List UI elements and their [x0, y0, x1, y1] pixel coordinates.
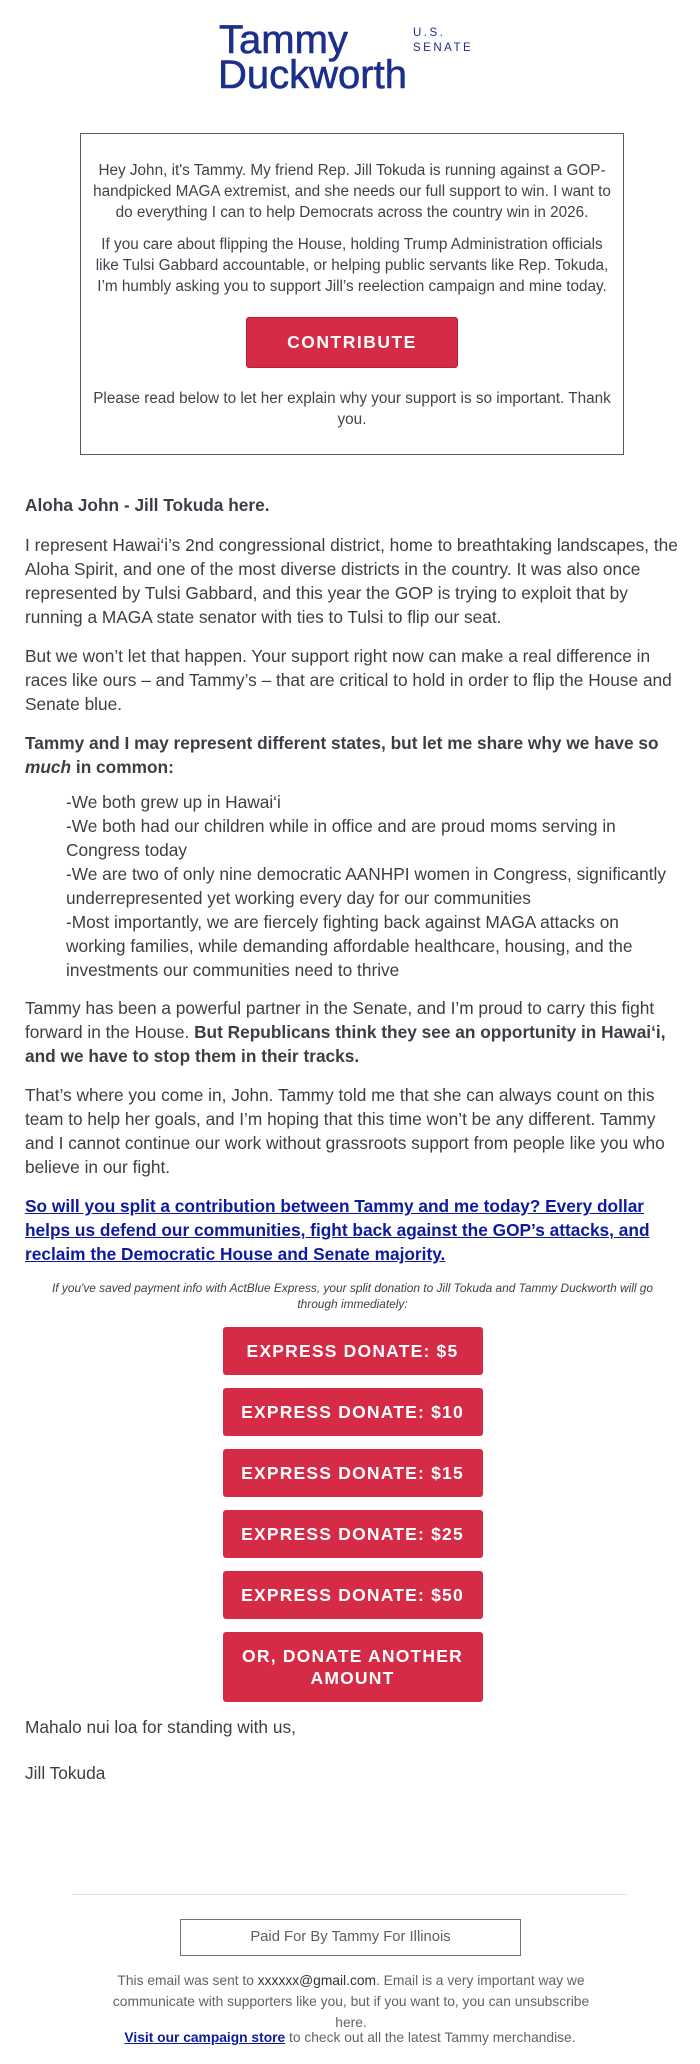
campaign-logo	[0, 20, 700, 94]
campaign-store-line	[70, 2030, 630, 2045]
intro-box	[80, 133, 624, 455]
contribute-button[interactable]: CONTRIBUTE	[246, 317, 458, 368]
in-common-list	[25, 790, 680, 982]
express-donate-50-button[interactable]: EXPRESS DONATE: $50	[223, 1571, 483, 1619]
letter-paragraph-1: I represent Hawai‘i’s 2nd congressional district, home to breathtaking landscapes, the Aloha Spirit, and one of the most diverse districts in the country. It was also once represented by Tulsi Gabbard, and this year the GOP is trying to exploit that by running a MAGA state senator with ties to Tulsi to flip our seat.	[25, 535, 678, 627]
express-donate-5-button[interactable]: EXPRESS DONATE: $5	[223, 1327, 483, 1375]
intro-paragraph-1: Hey John, it's Tammy. My friend Rep. Jill Tokuda is running against a GOP-handpicked MAGA extremist, and she needs our full support to win. I want to do everything I can to help Democrats across the country win in 2026.	[93, 162, 611, 221]
store-line-text: to check out all the latest Tammy merchandise.	[285, 2030, 576, 2045]
recipient-email: xxxxxx@gmail.com	[257, 1973, 377, 1988]
paid-for-disclaimer: Paid For By Tammy For Illinois	[180, 1919, 521, 1956]
letter-body	[25, 493, 680, 1807]
signature-name: Jill Tokuda	[25, 1763, 106, 1783]
footer-divider	[72, 1894, 628, 1895]
footer-text-c: .	[362, 2015, 367, 2030]
footer-email-notice	[96, 1970, 606, 2033]
closing-line: Mahalo nui loa for standing with us,	[25, 1717, 296, 1737]
express-donate-15-button[interactable]: EXPRESS DONATE: $15	[223, 1449, 483, 1497]
express-donate-10-button[interactable]: EXPRESS DONATE: $10	[223, 1388, 483, 1436]
in-common-heading	[25, 731, 680, 779]
logo-senate: SENATE	[413, 42, 474, 54]
logo-us: U.S.	[413, 27, 446, 39]
footer-text-a: This email was sent to	[117, 1973, 258, 1988]
list-item: -Most importantly, we are fiercely fighting back against MAGA attacks on working families, while demanding affordable healthcare, housing, and the investments our communities need to thrive	[66, 912, 633, 980]
in-common-text-a: Tammy and I may represent different states, but let me share why we have so	[25, 733, 659, 753]
donate-other-amount-button[interactable]: OR, DONATE ANOTHER AMOUNT	[223, 1632, 483, 1702]
signature-block	[25, 1715, 680, 1785]
unsubscribe-link[interactable]: unsubscribe here	[335, 1994, 590, 2030]
actblue-express-note: If you've saved payment info with ActBlue Express, your split donation to Jill Tokuda and Tammy Duckworth will go through immediately:	[51, 1281, 654, 1311]
logo-duckworth: Duckworth	[218, 53, 407, 94]
intro-paragraph-3: Please read below to let her explain why your support is so important. Thank you.	[93, 390, 611, 428]
paragraph-3-text: Tammy has been a powerful partner in the Senate, and I’m proud to carry this fight forward in the House.	[25, 998, 655, 1042]
list-item: -We both grew up in Hawai‘i	[66, 792, 281, 812]
campaign-store-link[interactable]: Visit our campaign store	[124, 2030, 286, 2045]
express-donate-25-button[interactable]: EXPRESS DONATE: $25	[223, 1510, 483, 1558]
split-contribution-link[interactable]: So will you split a contribution between Tammy and me today? Every dollar helps us defend our communities, fight back against the GOP’s attacks, and reclaim the Democratic House and Senate majority.	[25, 1196, 650, 1264]
list-item: -We are two of only nine democratic AANHPI women in Congress, significantly underrepresented yet working every day for our communities	[66, 864, 666, 908]
letter-paragraph-3	[25, 996, 680, 1068]
letter-paragraph-2: But we won’t let that happen. Your support right now can make a real difference in races like ours – and Tammy’s – that are critical to hold in order to flip the House and Senate blue.	[25, 646, 672, 714]
logo-tammy: Tammy	[219, 20, 348, 62]
footer-text-b: . Email is a very important way we communicate with supporters like you, but if you want to, you can	[112, 1973, 585, 2009]
list-item: -We both had our children while in office and are proud moms serving in Congress today	[66, 816, 616, 860]
in-common-emphasis: much	[25, 757, 72, 777]
in-common-text-b: in common:	[71, 757, 174, 777]
letter-greeting: Aloha John - Jill Tokuda here.	[25, 495, 270, 515]
intro-paragraph-2: If you care about flipping the House, holding Trump Administration officials like Tulsi Gabbard accountable, or helping public servants like Rep. Tokuda, I’m humbly asking you to support Jill’s reelection campaign and mine today.	[95, 236, 609, 295]
cta-paragraph	[25, 1194, 680, 1266]
letter-paragraph-4: That’s where you come in, John. Tammy told me that she can always count on this team to help her goals, and I’m hoping that this time won’t be any different. Tammy and I cannot continue our work without grassroots support from people like you who believe in our fight.	[25, 1085, 665, 1177]
paragraph-3-bold: But Republicans think they see an opportunity in Hawai‘i, and we have to stop them in their tracks.	[25, 1022, 666, 1066]
logo-svg	[0, 20, 700, 94]
